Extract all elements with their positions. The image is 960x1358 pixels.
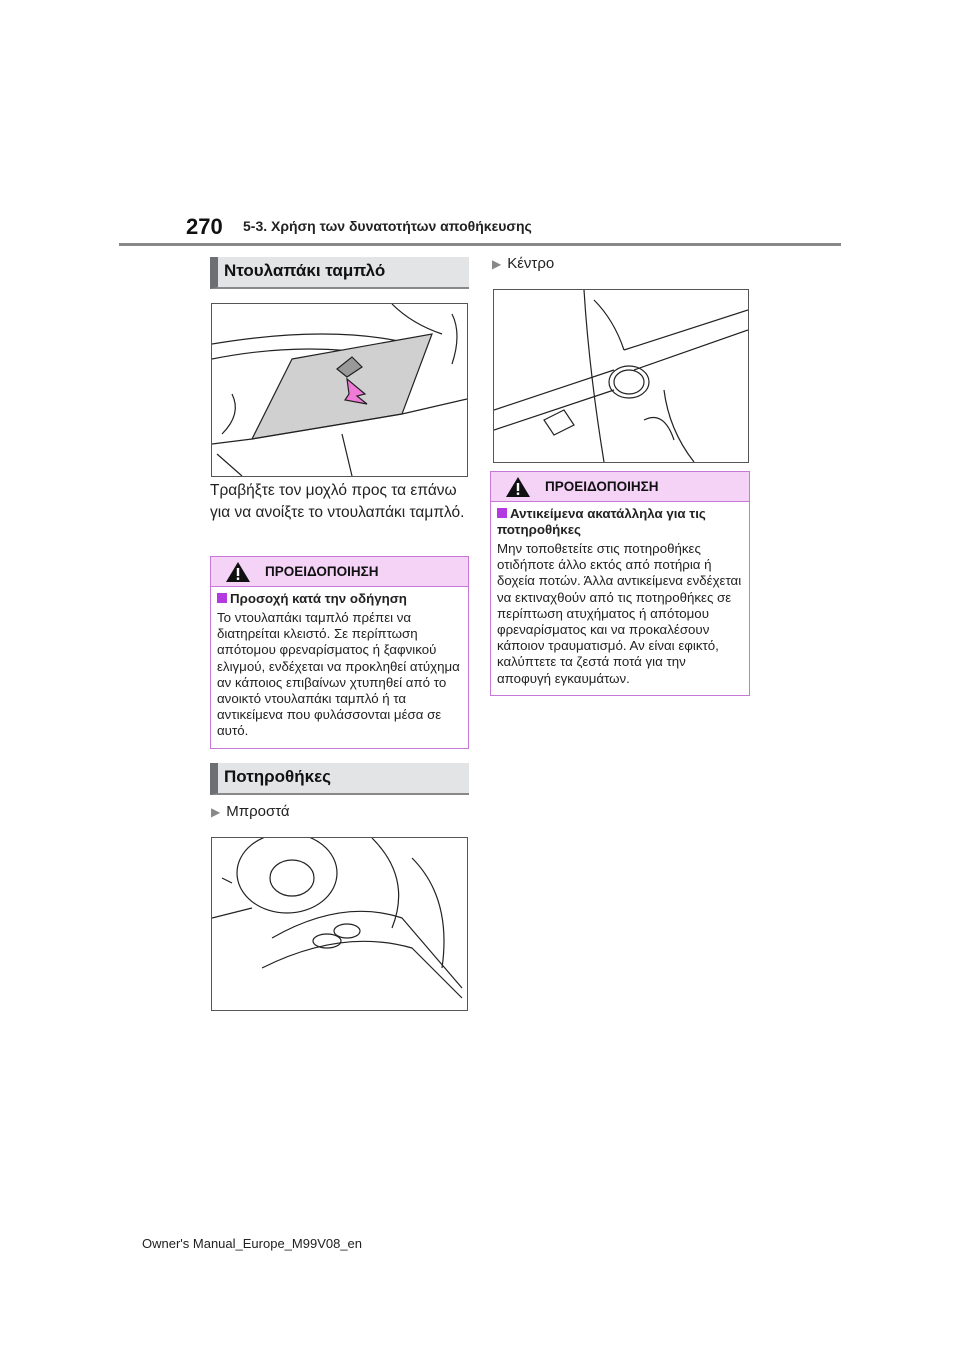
bullet-square-icon — [217, 593, 227, 603]
triangle-bullet-icon: ▶ — [492, 257, 502, 271]
warning-box-driving — [210, 556, 469, 749]
section-title-cupholders: Ποτηροθήκες — [210, 763, 469, 795]
header-divider — [119, 243, 841, 246]
warning-box-cupholders — [490, 471, 750, 696]
glovebox-instruction: Τραβήξτε τον μοχλό προς τα επάνω για να ανοίξτε το ντουλαπάκι ταμπλό. — [210, 482, 465, 521]
warning-title: ΠΡΟΕΙΔΟΠΟΙΗΣΗ — [545, 479, 659, 494]
page-number: 270 — [186, 214, 223, 239]
subheading-front-label: Μπροστά — [226, 803, 290, 820]
center-cupholder-illustration — [493, 289, 749, 463]
warning-heading: Αντικείμενα ακατάλληλα για τις ποτηροθήκες — [497, 506, 706, 537]
warning-body: Το ντουλαπάκι ταμπλό πρέπει να διατηρείται κλειστό. Σε περίπτωση απότομου φρεναρίσματος ή ξαφνικού ελιγμού, ενδέχεται να προκληθεί ατύχημα αν κάποιος επιβαίνων χτυπηθεί από το ανοικτό ντουλαπάκι ταμπλό ή τα αντικείμενα που φυλάσσονται μέσα σε αυτό. — [217, 610, 460, 739]
warning-heading: Προσοχή κατά την οδήγηση — [230, 591, 407, 606]
warning-body: Μην τοποθετείτε στις ποτηροθήκες οτιδήποτε άλλο εκτός από ποτήρια ή δοχεία ποτών. Άλλα αντικείμενα ενδέχεται να εκτιναχθούν από τις ποτηροθήκες σε περίπτωση ατυχήματος ή απότομου φρεναρίσματος και να προκαλέσουν κάποιον τραυματισμό. Αν είναι εφικτό, καλύπτετε τα ζεστά ποτά για την αποφυγή εγκαυμάτων. — [497, 541, 742, 686]
subheading-front — [211, 803, 290, 820]
warning-icon — [505, 476, 531, 498]
triangle-bullet-icon: ▶ — [211, 805, 221, 819]
subheading-center-label: Κέντρο — [507, 255, 555, 272]
front-cupholder-illustration — [211, 837, 468, 1011]
warning-icon — [225, 561, 251, 583]
section-title-glovebox: Ντουλαπάκι ταμπλό — [210, 257, 469, 289]
warning-title: ΠΡΟΕΙΔΟΠΟΙΗΣΗ — [265, 564, 379, 579]
glovebox-illustration — [211, 303, 468, 477]
footer-text: Owner's Manual_Europe_M99V08_en — [142, 1236, 363, 1251]
chapter-title: 5-3. Χρήση των δυνατοτήτων αποθήκευσης — [243, 218, 532, 234]
subheading-center — [492, 255, 554, 272]
bullet-square-icon — [497, 508, 507, 518]
